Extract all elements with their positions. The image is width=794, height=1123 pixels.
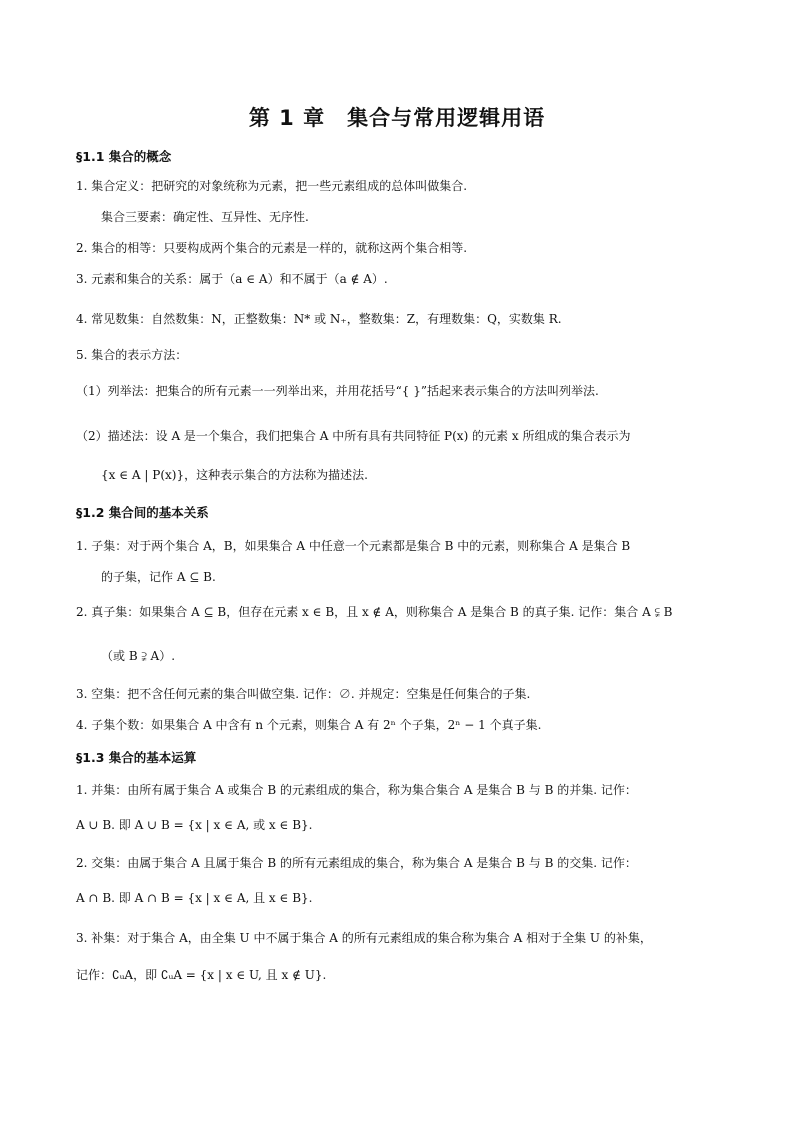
- section-heading-1-2: §1.2 集合间的基本关系: [76, 505, 209, 520]
- paragraph-set-properties: 集合三要素：确定性、互异性、无序性.: [101, 210, 309, 224]
- paragraph-description-method: （2）描述法：设 A 是一个集合，我们把集合 A 中所有具有共同特征 P(x) 的元素 x 所组成的集合表示为: [76, 429, 631, 443]
- paragraph-proper-subset: 2. 真子集：如果集合 A ⊆ B，但存在元素 x ∈ B，且 x ∉ A，则称集合 A 是集合 B 的真子集. 记作：集合 A ⫋ B: [76, 605, 673, 619]
- paragraph-empty-set: 3. 空集：把不含任何元素的集合叫做空集. 记作：∅. 并规定：空集是任何集合的子集.: [76, 687, 531, 701]
- section-heading-1-1: §1.1 集合的概念: [76, 149, 172, 164]
- paragraph-element-relation: 3. 元素和集合的关系：属于（a ∈ A）和不属于（a ∉ A）.: [76, 272, 388, 286]
- paragraph-complement-formula: 记作：∁ᵤA，即 ∁ᵤA = {x | x ∈ U, 且 x ∉ U}.: [76, 968, 327, 982]
- paragraph-union-formula: A ∪ B. 即 A ∪ B = {x | x ∈ A, 或 x ∈ B}.: [76, 818, 313, 832]
- paragraph-intersection: 2. 交集：由属于集合 A 且属于集合 B 的所有元素组成的集合，称为集合 A 是集合 B 与 B 的交集. 记作：: [76, 856, 637, 870]
- paragraph-subset: 1. 子集：对于两个集合 A，B，如果集合 A 中任意一个元素都是集合 B 中的元素，则称集合 A 是集合 B: [76, 539, 631, 553]
- paragraph-subset-notation: 的子集，记作 A ⊆ B.: [101, 570, 216, 584]
- paragraph-common-number-sets: 4. 常见数集：自然数集：N，正整数集：N* 或 N₊，整数集：Z，有理数集：Q，实数集 R.: [76, 312, 562, 326]
- paragraph-set-definition: 1. 集合定义：把研究的对象统称为元素，把一些元素组成的总体叫做集合.: [76, 179, 468, 193]
- paragraph-subset-count: 4. 子集个数：如果集合 A 中含有 n 个元素，则集合 A 有 2ⁿ 个子集，2ⁿ − 1 个真子集.: [76, 718, 542, 732]
- chapter-title: 第 1 章 集合与常用逻辑用语: [248, 106, 546, 130]
- paragraph-enumeration-method: （1）列举法：把集合的所有元素一一列举出来，并用花括号“{ }”括起来表示集合的方法叫列举法.: [76, 384, 599, 398]
- paragraph-representation: 5. 集合的表示方法：: [76, 348, 188, 362]
- paragraph-complement: 3. 补集：对于集合 A，由全集 U 中不属于集合 A 的所有元素组成的集合称为集合 A 相对于全集 U 的补集，: [76, 931, 652, 945]
- paragraph-union: 1. 并集：由所有属于集合 A 或集合 B 的元素组成的集合，称为集合集合 A 是集合 B 与 B 的并集. 记作：: [76, 783, 637, 797]
- paragraph-intersection-formula: A ∩ B. 即 A ∩ B = {x | x ∈ A, 且 x ∈ B}.: [76, 891, 313, 905]
- section-heading-1-3: §1.3 集合的基本运算: [76, 750, 197, 765]
- paragraph-proper-subset-alt: （或 B ⫌ A）.: [101, 649, 176, 663]
- paragraph-description-formula: {x ∈ A | P(x)}，这种表示集合的方法称为描述法.: [101, 468, 368, 482]
- paragraph-set-equality: 2. 集合的相等：只要构成两个集合的元素是一样的，就称这两个集合相等.: [76, 241, 468, 255]
